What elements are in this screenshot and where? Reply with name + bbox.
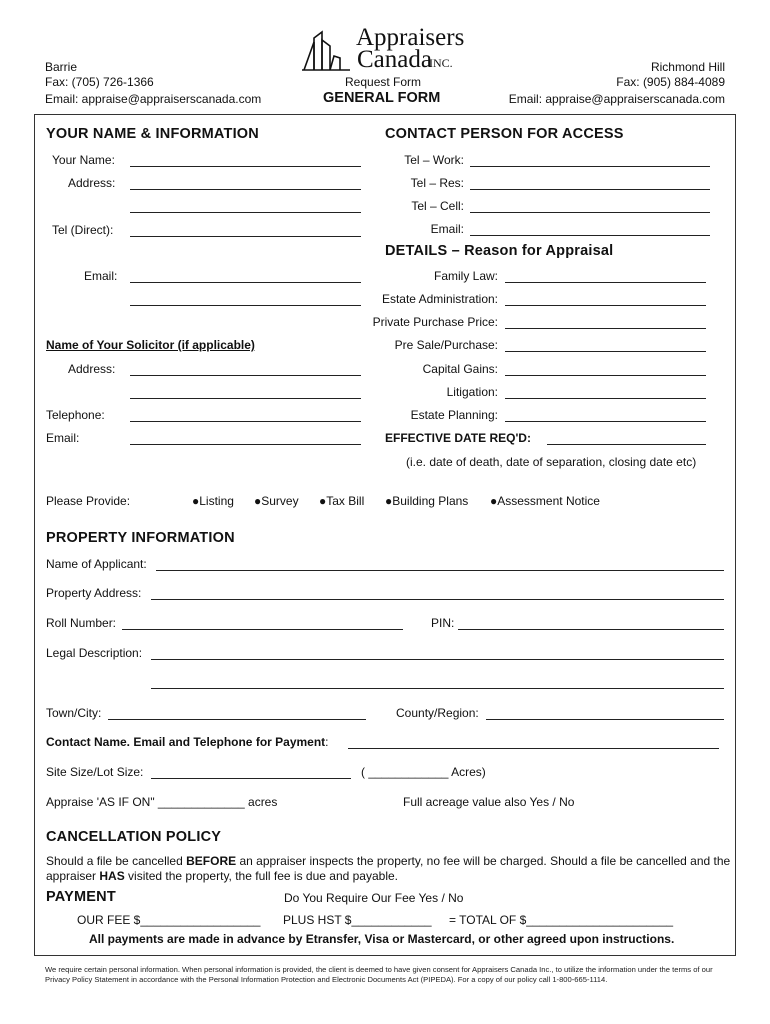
pre-sale-label: Pre Sale/Purchase: — [394, 338, 498, 352]
cancellation-text — [46, 854, 736, 884]
solicitor-email-label: Email: — [46, 431, 80, 445]
your-email-field-1[interactable] — [130, 282, 361, 283]
estate-planning-label: Estate Planning: — [410, 408, 498, 422]
family-law-field[interactable] — [505, 282, 706, 283]
form-title: GENERAL FORM — [323, 90, 441, 106]
cancellation-p1: Should a file be cancelled — [46, 854, 187, 868]
contact-payment-field[interactable] — [348, 748, 719, 749]
solicitor-address-field-1[interactable] — [130, 375, 361, 376]
cancellation-p3: visited the property, the full fee is due and payable. — [124, 869, 398, 883]
logo — [300, 26, 475, 72]
estate-admin-field[interactable] — [505, 305, 706, 306]
solicitor-telephone-field[interactable] — [130, 421, 361, 422]
your-tel-label: Tel (Direct): — [52, 223, 114, 237]
plus-hst-field[interactable]: PLUS HST $____________ — [283, 913, 432, 927]
request-form-label: Request Form — [345, 75, 422, 89]
your-address-label: Address: — [68, 176, 116, 190]
cancellation-p2: an appraiser inspects the property, no fee will be charged. Should a file be cancelled and the appraiser — [46, 854, 731, 883]
roll-number-label: Roll Number: — [46, 616, 117, 630]
logo-line-2: Canada — [357, 46, 432, 73]
solicitor-address-field-2[interactable] — [130, 398, 361, 399]
contact-payment-label — [46, 735, 329, 749]
logo-line-1: Appraisers — [356, 24, 465, 51]
legal-description-field-1[interactable] — [151, 659, 724, 660]
site-size-label: Site Size/Lot Size: — [46, 765, 144, 779]
contact-email-label: Email: — [430, 222, 464, 236]
site-size-field[interactable] — [151, 778, 351, 779]
solicitor-heading: Name of Your Solicitor (if applicable) — [46, 338, 255, 352]
capital-gains-label: Capital Gains: — [422, 362, 498, 376]
contact-payment-colon: : — [325, 735, 329, 749]
provide-survey[interactable]: ●Survey — [254, 494, 299, 508]
county-region-field[interactable] — [486, 719, 724, 720]
right-city: Richmond Hill — [650, 60, 725, 74]
pin-field[interactable] — [458, 629, 724, 630]
tel-cell-field[interactable] — [470, 212, 710, 213]
contact-payment-label-text: Contact Name. Email and Telephone for Payment — [46, 735, 326, 749]
your-address-field-2[interactable] — [130, 212, 361, 213]
effective-date-label: EFFECTIVE DATE REQ'D: — [385, 431, 531, 445]
provide-assessment-notice[interactable]: ●Assessment Notice — [490, 494, 600, 508]
solicitor-address-label: Address: — [68, 362, 116, 376]
payment-heading: PAYMENT — [46, 889, 116, 905]
provide-listing[interactable]: ●Listing — [192, 494, 234, 508]
private-purchase-label: Private Purchase Price: — [372, 315, 498, 329]
capital-gains-field[interactable] — [505, 375, 706, 376]
left-city: Barrie — [45, 60, 78, 74]
property-heading: PROPERTY INFORMATION — [46, 530, 235, 546]
pre-sale-field[interactable] — [505, 351, 706, 352]
your-address-field-1[interactable] — [130, 189, 361, 190]
tel-work-label: Tel – Work: — [404, 153, 464, 167]
right-fax: Fax: (905) 884-4089 — [616, 75, 725, 89]
property-address-label: Property Address: — [46, 586, 142, 600]
acres-paren: ( ____________ Acres) — [361, 765, 486, 779]
town-city-label: Town/City: — [46, 706, 102, 720]
litigation-label: Litigation: — [446, 385, 498, 399]
our-fee-field[interactable]: OUR FEE $__________________ — [77, 913, 261, 927]
your-info-heading: YOUR NAME & INFORMATION — [46, 126, 259, 142]
left-fax: Fax: (705) 726-1366 — [45, 75, 154, 89]
tel-work-field[interactable] — [470, 166, 710, 167]
cancellation-has: HAS — [99, 869, 125, 883]
privacy-footer: We require certain personal information. When personal information is provided, the client is deemed to have given consent for Appraisers Canada Inc., to utilize the information under the terms of our Privacy Policy Statement in accordance with the Personal Information Protection and Electronic Documents Act (PIPEDA). For a copy of our policy call 1-800-665-1114. — [45, 965, 713, 984]
town-city-field[interactable] — [108, 719, 366, 720]
your-email-field-2[interactable] — [130, 305, 361, 306]
litigation-field[interactable] — [505, 398, 706, 399]
solicitor-telephone-label: Telephone: — [46, 408, 105, 422]
as-if-on-line: Appraise 'AS IF ON" _____________ acres — [46, 795, 278, 809]
contact-heading: CONTACT PERSON FOR ACCESS — [385, 126, 624, 142]
county-region-label: County/Region: — [396, 706, 479, 720]
logo-inc: INC. — [429, 56, 453, 70]
require-fee-question: Do You Require Our Fee Yes / No — [284, 891, 464, 905]
full-acreage-line: Full acreage value also Yes / No — [403, 795, 575, 809]
roll-number-field[interactable] — [122, 629, 403, 630]
solicitor-email-field[interactable] — [130, 444, 361, 445]
your-name-field[interactable] — [130, 166, 361, 167]
payment-notice: All payments are made in advance by Etransfer, Visa or Mastercard, or other agreed upon instructions. — [89, 932, 675, 946]
tel-res-label: Tel – Res: — [410, 176, 464, 190]
your-tel-field[interactable] — [130, 236, 361, 237]
estate-planning-field[interactable] — [505, 421, 706, 422]
provide-tax-bill[interactable]: ●Tax Bill — [319, 494, 365, 508]
legal-description-field-2[interactable] — [151, 688, 724, 689]
your-email-label: Email: — [84, 269, 118, 283]
legal-description-label: Legal Description: — [46, 646, 143, 660]
applicant-field[interactable] — [156, 570, 724, 571]
property-address-field[interactable] — [151, 599, 724, 600]
your-name-label: Your Name: — [52, 153, 115, 167]
left-email: Email: appraise@appraiserscanada.com — [45, 92, 262, 106]
right-email: Email: appraise@appraiserscanada.com — [508, 92, 725, 106]
tel-cell-label: Tel – Cell: — [411, 199, 464, 213]
cancellation-before: BEFORE — [186, 854, 237, 868]
provide-building-plans[interactable]: ●Building Plans — [385, 494, 469, 508]
please-provide-label: Please Provide: — [46, 494, 131, 508]
cancellation-heading: CANCELLATION POLICY — [46, 829, 222, 845]
effective-date-note: (i.e. date of death, date of separation, closing date etc) — [406, 455, 697, 469]
applicant-label: Name of Applicant: — [46, 557, 147, 571]
buildings-logo-icon — [300, 28, 352, 72]
family-law-label: Family Law: — [433, 269, 498, 283]
pin-label: PIN: — [431, 616, 455, 630]
details-heading: DETAILS – Reason for Appraisal — [385, 243, 614, 259]
estate-admin-label: Estate Administration: — [381, 292, 498, 306]
private-purchase-field[interactable] — [505, 328, 706, 329]
tel-res-field[interactable] — [470, 189, 710, 190]
total-field[interactable]: = TOTAL OF $______________________ — [449, 913, 674, 927]
effective-date-field[interactable] — [547, 444, 706, 445]
contact-email-field[interactable] — [470, 235, 710, 236]
